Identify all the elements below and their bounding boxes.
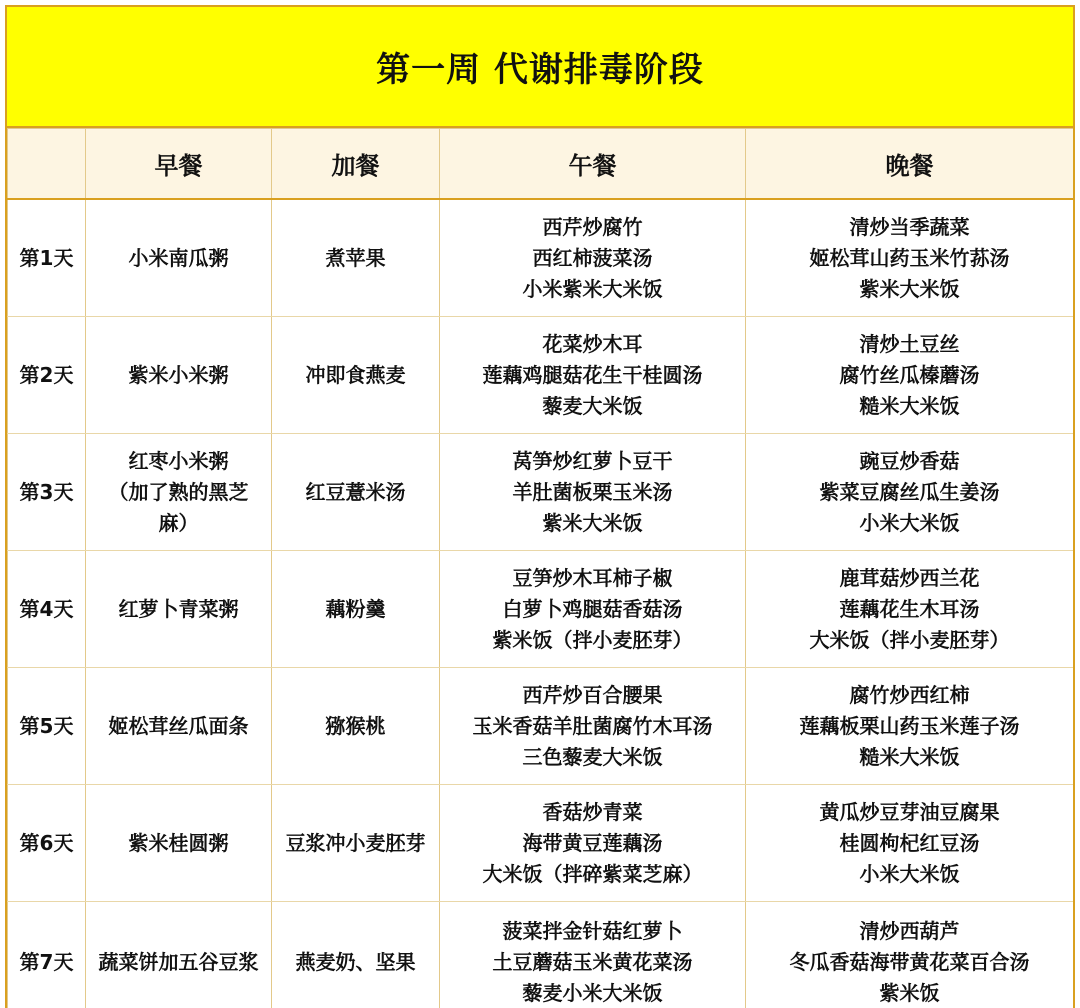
table-row [8, 668, 1074, 785]
snack-item: 猕猴桃 [325, 713, 386, 738]
lunch-cell [440, 551, 746, 668]
table-row [8, 902, 1074, 1008]
lunch-item: 香菇炒青菜 [542, 799, 643, 824]
lunch-item: 西芹炒腐竹 [542, 214, 643, 239]
snack-item: 煮苹果 [325, 245, 386, 270]
dinner-item: 莲藕花生木耳汤 [839, 596, 980, 621]
breakfast-item: 红萝卜青菜粥 [118, 596, 239, 621]
lunch-item: 豆笋炒木耳柿子椒 [512, 565, 673, 590]
dinner-item: 清炒西葫芦 [859, 918, 960, 943]
meal-plan-sheet [5, 5, 1075, 1008]
day-label: 第2天 [8, 317, 86, 434]
dinner-item: 大米饭（拌小麦胚芽） [809, 627, 1010, 652]
lunch-item: 莴笋炒红萝卜豆干 [512, 448, 673, 473]
lunch-item: 土豆蘑菇玉米黄花菜汤 [492, 949, 693, 974]
snack-item: 豆浆冲小麦胚芽 [285, 830, 426, 855]
table-row [8, 199, 1074, 317]
dinner-item: 腐竹炒西红柿 [849, 682, 970, 707]
day-label: 第5天 [8, 668, 86, 785]
dinner-item: 清炒土豆丝 [859, 331, 960, 356]
dinner-item: 糙米大米饭 [859, 393, 960, 418]
breakfast-cell [86, 317, 272, 434]
table-row [8, 434, 1074, 551]
snack-cell [272, 317, 440, 434]
snack-cell [272, 668, 440, 785]
lunch-item: 三色藜麦大米饭 [522, 744, 663, 769]
lunch-cell [440, 317, 746, 434]
dinner-item: 鹿茸菇炒西兰花 [839, 565, 980, 590]
header-row [8, 129, 1074, 200]
day-label: 第3天 [8, 434, 86, 551]
header-day [8, 129, 86, 200]
snack-item: 藕粉羹 [325, 596, 386, 621]
dinner-item: 桂圆枸杞红豆汤 [839, 830, 980, 855]
breakfast-cell [86, 199, 272, 317]
lunch-cell [440, 668, 746, 785]
breakfast-cell [86, 668, 272, 785]
dinner-item: 糙米大米饭 [859, 744, 960, 769]
lunch-item: 白萝卜鸡腿菇香菇汤 [502, 596, 683, 621]
day-label: 第6天 [8, 785, 86, 902]
day-label: 第7天 [8, 902, 86, 1008]
dinner-cell [746, 317, 1074, 434]
breakfast-item: 紫米桂圆粥 [128, 830, 229, 855]
breakfast-cell [86, 551, 272, 668]
day-label: 第1天 [8, 199, 86, 317]
header-snack: 加餐 [272, 129, 440, 200]
dinner-item: 紫菜豆腐丝瓜生姜汤 [819, 479, 1000, 504]
meal-table [7, 128, 1074, 1008]
breakfast-item: 麻） [158, 510, 199, 535]
lunch-item: 莲藕鸡腿菇花生干桂圆汤 [482, 362, 703, 387]
header-breakfast: 早餐 [86, 129, 272, 200]
breakfast-item: （加了熟的黑芝 [108, 479, 249, 504]
dinner-item: 姬松茸山药玉米竹荪汤 [809, 245, 1010, 270]
dinner-item: 小米大米饭 [859, 861, 960, 886]
lunch-item: 紫米大米饭 [542, 510, 643, 535]
lunch-item: 小米紫米大米饭 [522, 276, 663, 301]
day-label: 第4天 [8, 551, 86, 668]
breakfast-item: 姬松茸丝瓜面条 [108, 713, 249, 738]
breakfast-item: 小米南瓜粥 [128, 245, 229, 270]
table-row [8, 551, 1074, 668]
dinner-item: 冬瓜香菇海带黄花菜百合汤 [789, 949, 1030, 974]
lunch-cell [440, 785, 746, 902]
dinner-item: 小米大米饭 [859, 510, 960, 535]
dinner-item: 莲藕板栗山药玉米莲子汤 [799, 713, 1020, 738]
dinner-cell [746, 199, 1074, 317]
snack-item: 燕麦奶、坚果 [295, 949, 416, 974]
breakfast-cell [86, 434, 272, 551]
dinner-cell [746, 551, 1074, 668]
lunch-item: 羊肚菌板栗玉米汤 [512, 479, 673, 504]
lunch-item: 藜麦小米大米饭 [522, 980, 663, 1005]
lunch-item: 海带黄豆莲藕汤 [522, 830, 663, 855]
dinner-cell [746, 434, 1074, 551]
dinner-cell [746, 785, 1074, 902]
lunch-cell [440, 434, 746, 551]
lunch-item: 菠菜拌金针菇红萝卜 [502, 918, 683, 943]
lunch-item: 西芹炒百合腰果 [522, 682, 663, 707]
dinner-item: 紫米大米饭 [859, 276, 960, 301]
title-banner [7, 7, 1073, 128]
lunch-item: 紫米饭（拌小麦胚芽） [492, 627, 693, 652]
dinner-cell [746, 902, 1074, 1008]
dinner-item: 豌豆炒香菇 [859, 448, 960, 473]
snack-item: 红豆薏米汤 [305, 479, 406, 504]
snack-cell [272, 434, 440, 551]
lunch-item: 大米饭（拌碎紫菜芝麻） [482, 861, 703, 886]
header-lunch: 午餐 [440, 129, 746, 200]
breakfast-cell [86, 785, 272, 902]
dinner-item: 紫米饭 [879, 980, 940, 1005]
snack-item: 冲即食燕麦 [305, 362, 406, 387]
dinner-cell [746, 668, 1074, 785]
breakfast-item: 紫米小米粥 [128, 362, 229, 387]
lunch-cell [440, 902, 746, 1008]
snack-cell [272, 199, 440, 317]
table-row [8, 785, 1074, 902]
snack-cell [272, 551, 440, 668]
dinner-item: 黄瓜炒豆芽油豆腐果 [819, 799, 1000, 824]
table-row [8, 317, 1074, 434]
page-title: 第一周 代谢排毒阶段 [376, 50, 704, 90]
lunch-item: 花菜炒木耳 [542, 331, 643, 356]
snack-cell [272, 785, 440, 902]
lunch-cell [440, 199, 746, 317]
breakfast-cell [86, 902, 272, 1008]
lunch-item: 西红柿菠菜汤 [532, 245, 653, 270]
dinner-item: 清炒当季蔬菜 [849, 214, 970, 239]
breakfast-item: 红枣小米粥 [128, 448, 229, 473]
dinner-item: 腐竹丝瓜榛蘑汤 [839, 362, 980, 387]
lunch-item: 藜麦大米饭 [542, 393, 643, 418]
breakfast-item: 蔬菜饼加五谷豆浆 [98, 949, 259, 974]
header-dinner: 晚餐 [746, 129, 1074, 200]
lunch-item: 玉米香菇羊肚菌腐竹木耳汤 [472, 713, 713, 738]
snack-cell [272, 902, 440, 1008]
